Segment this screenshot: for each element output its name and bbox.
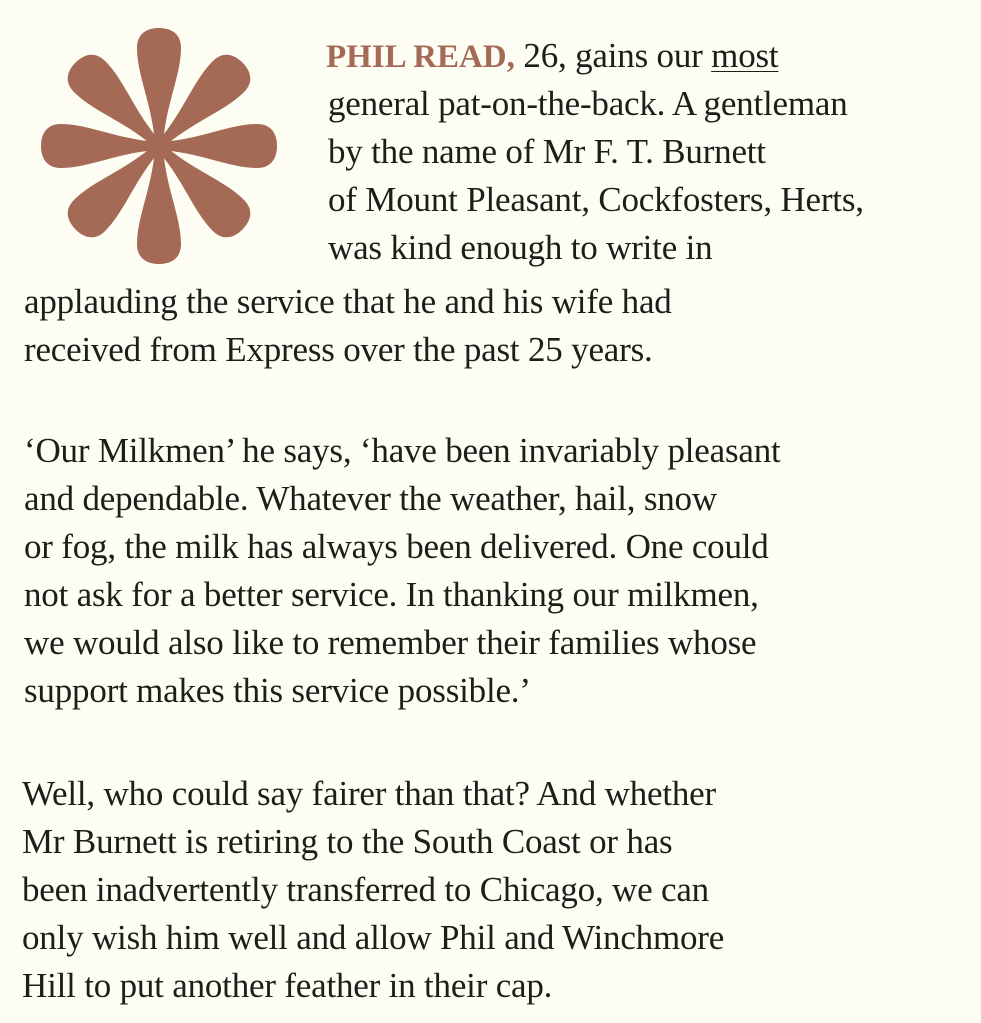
closing-line-4: only wish him well and allow Phil and Winchmore [22,918,725,957]
quote-line-4: not ask for a better service. In thanking our milkmen, [24,575,759,614]
intro-text: 26, gains our [514,36,712,75]
underlined-word: most [711,36,779,75]
quote-line-6: support makes this service possible.’ [24,671,531,710]
intro-line-3: by the name of Mr F. T. Burnett [328,132,766,171]
intro-line-2: general pat-on-the-back. A gentleman [328,84,848,123]
quote-line-3: or fog, the milk has always been delivered. One could [24,527,769,566]
intro-line-1 [326,33,778,80]
person-name: PHIL READ, [326,39,515,75]
quote-line-1: ‘Our Milkmen’ he says, ‘have been invariably pleasant [24,431,781,470]
closing-line-3: been inadvertently transferred to Chicago, we can [22,870,709,909]
asterisk-flower-icon [38,26,280,266]
intro-line-5: was kind enough to write in [328,228,713,267]
quote-line-2: and dependable. Whatever the weather, hail, snow [24,479,717,518]
closing-line-2: Mr Burnett is retiring to the South Coast or has [22,822,673,861]
quote-line-5: we would also like to remember their families whose [24,623,757,662]
intro-line-4: of Mount Pleasant, Cockfosters, Herts, [328,180,864,219]
closing-line-1: Well, who could say fairer than that? And whether [22,774,716,813]
intro-line-6: applauding the service that he and his wife had [24,282,672,321]
intro-line-7: received from Express over the past 25 years. [24,330,653,369]
closing-line-5: Hill to put another feather in their cap. [22,966,553,1005]
